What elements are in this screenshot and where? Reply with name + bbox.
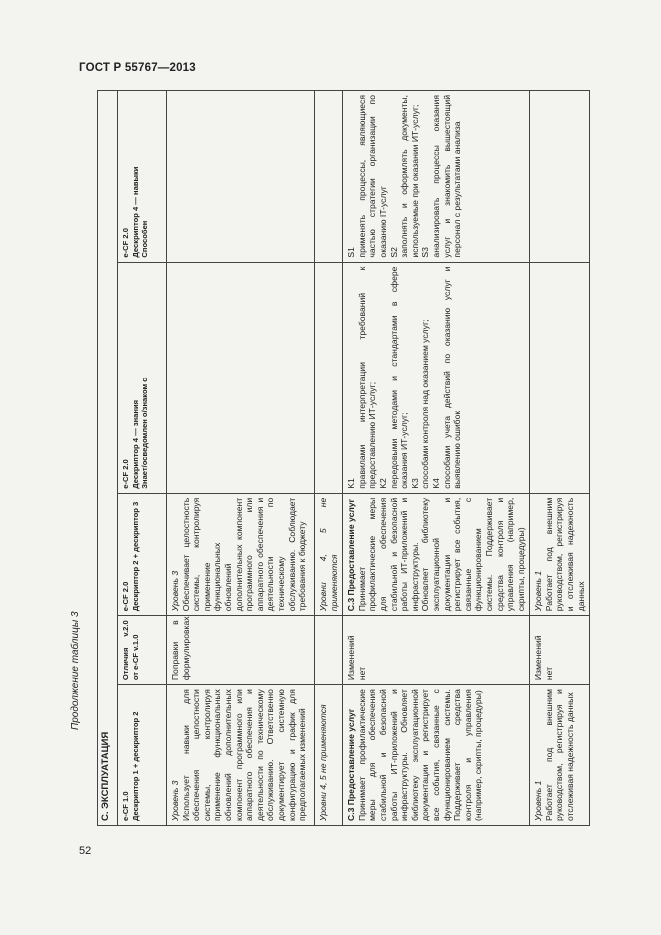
knowledge-code: K2 — [377, 478, 388, 489]
column-title: Дескриптор 4 — знания — [130, 399, 140, 489]
table-cell — [315, 616, 343, 685]
table-row — [530, 91, 590, 826]
level-label: Уровень 1 — [533, 780, 544, 821]
table-cell — [167, 91, 315, 263]
table-cell — [315, 91, 343, 263]
cell-text: Принимает профилактические меры для обеспечения стабильной и безопасной работы ИТ-приложений и инфраструктуры. Обновляет библиотеку эксплуатационной документации и регистрирует все события, связанные с функционированием системы. Поддерживает средства контроля и управления (например, скрипты, процедуры) — [356, 497, 526, 612]
table-cell — [315, 493, 343, 615]
column-header-knowledge — [118, 262, 167, 493]
knowledge-text: передовыми методами и стандартами в сфере оказания ИТ-услуг; — [388, 266, 410, 489]
table-continuation-caption: Продолжение таблицы 3 — [70, 611, 81, 730]
column-code: e-CF 2.0 — [121, 459, 130, 489]
table-cell — [315, 262, 343, 493]
skill-text: применять процессы, являющиеся частью стратегии организации по оказанию IT-услуг — [356, 95, 388, 258]
competence-table — [97, 90, 590, 826]
cell-text: Работает под внешним руководством, регистрируя и отслеживая надежность данных — [543, 689, 576, 821]
page-number: 52 — [79, 845, 92, 857]
table-cell: Изменений нет — [343, 616, 530, 685]
column-title: Дескриптор 2 + дескриптор 3 — [130, 501, 140, 612]
knowledge-text: способами контроля над оказанием услуг; — [420, 319, 431, 489]
cell-text: Работает под внешним руководством, регистрируя и отслеживая надежность данных — [543, 497, 586, 612]
cell-text: Уровни 4, 5 не применяются — [318, 704, 328, 821]
cell-text: Принимает профилактические меры для обеспечения стабильной и безопасной работы ИТ-приложений и инфраструктуры. Обновляет библиотеку эксплуатационной документации и регистрирует все события, связанные с функционированием системы. Поддерживает средства контроля и управления (например, скрипты, процедуры) — [356, 689, 484, 821]
column-subtitle: Знает/осведомлен о/знаком с — [140, 377, 149, 489]
knowledge-text: способами учета действий по оказанию услуг и выявлению ошибок — [441, 266, 463, 489]
table-cell: Изменений нет — [530, 616, 590, 685]
table-cell — [530, 685, 590, 826]
knowledge-code: K3 — [409, 478, 420, 489]
table-cell: Поправки в формулировках — [167, 616, 315, 685]
level-label: Уровень 3 — [170, 780, 180, 821]
table-row — [343, 91, 530, 826]
table-row — [167, 91, 315, 826]
table-cell — [530, 91, 590, 263]
cell-title: С.3 Предоставление услуг — [346, 498, 357, 612]
table-cell — [343, 685, 530, 826]
section-title: С. ЭКСПЛУАТАЦИЯ — [98, 91, 118, 826]
column-title: Дескриптор 1 + дескриптор 2 — [130, 711, 140, 821]
document-header: ГОСТ Р 55767—2013 — [79, 62, 196, 74]
column-title: Отличия v.2.0 от e-CF v.1.0 — [121, 620, 140, 681]
table-row — [98, 91, 118, 826]
skill-text: анализировать процессы оказания услуг и знакомить вышестоящий персонал с результатами анализа — [430, 95, 463, 258]
column-title: Дескриптор 4 — навыки — [130, 166, 140, 258]
table-header-row — [118, 91, 167, 826]
table-row — [315, 91, 343, 826]
column-code: e-CF 2.0 — [121, 228, 130, 258]
skill-text: заполнять и оформлять документы, используемые при оказании ИТ-услуг; — [399, 95, 420, 258]
knowledge-text: правилами интерпретации требований к предоставлению ИТ-услуг; — [356, 266, 378, 489]
skill-code: S2 — [388, 247, 399, 258]
cell-text: Уровни 4, 5 не применяются — [318, 497, 339, 612]
knowledge-code: K4 — [430, 478, 441, 489]
skills-cell — [343, 91, 530, 263]
column-header-ecf1 — [118, 685, 167, 826]
table-cell — [343, 493, 530, 615]
table-cell — [530, 493, 590, 615]
knowledge-cell — [343, 262, 530, 493]
table-cell — [167, 685, 315, 826]
table-cell — [530, 262, 590, 493]
table-cell — [315, 685, 343, 826]
column-header-skills — [118, 91, 167, 263]
level-label: Уровень 1 — [533, 570, 544, 612]
column-subtitle: Способен — [140, 220, 149, 258]
column-code: e-CF 2.0 — [121, 581, 130, 612]
cell-title: С.3 Предоставление услуг — [346, 708, 357, 821]
skill-code: S3 — [420, 247, 431, 258]
level-label: Уровень 3 — [170, 570, 180, 612]
skill-code: S1 — [346, 247, 357, 258]
rotated-table-wrapper — [97, 90, 586, 826]
knowledge-code: K1 — [346, 478, 357, 489]
cell-text: Обеспечивает целостность системы, контролируя применение функциональных обновлений дополнительных компонент программного или аппаратного обеспечения и деятельности по техническому обслуживанию. Соблюдает требования к бюджету — [180, 497, 308, 612]
table-cell — [167, 262, 315, 493]
table-cell — [167, 493, 315, 615]
column-header-ecf2-d23 — [118, 493, 167, 615]
column-header-diff — [118, 616, 167, 685]
cell-text: Использует навыки для обеспечения целостности системы, контролируя применение функциональных обновлений дополнительных компонент программного или аппаратного обеспечения и деятельности по техническому обслуживанию. Ответственно документирует системную конфигурацию и график для предполагаемых изменений — [180, 689, 308, 821]
column-code: e-CF 1.0 — [121, 791, 130, 821]
